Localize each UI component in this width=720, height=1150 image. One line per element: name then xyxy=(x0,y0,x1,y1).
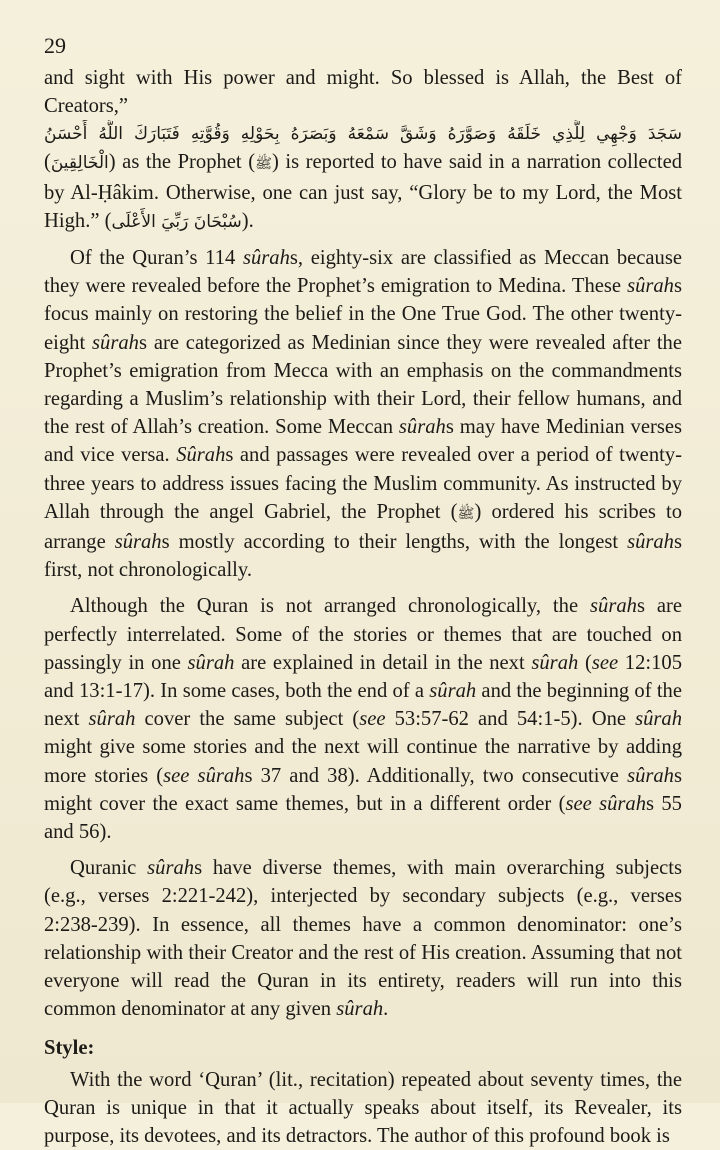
italic-term: Sûrah xyxy=(176,444,225,466)
text-run: ) ordered his scribes to arrange xyxy=(44,501,682,553)
text-run: s first, not chronologically. xyxy=(44,531,682,581)
italic-term: sûrah xyxy=(627,531,674,553)
paragraph-interrelated-surahs xyxy=(44,592,682,846)
italic-term: see sûrah xyxy=(163,765,244,787)
text-run: and sight with His power and might. So blessed is Allah, the Best of Creators,” xyxy=(44,67,682,117)
text-run: Quranic xyxy=(70,857,147,879)
text-run: Of the Quran’s 114 xyxy=(70,247,243,269)
text-run: s mostly according to their lengths, with the longest xyxy=(162,531,627,553)
text-run: cover the same subject ( xyxy=(135,708,359,730)
arabic-glory-phrase: سُبْحَانَ رَبِّيَ الأَعْلَى xyxy=(111,212,241,232)
italic-term: sûrah xyxy=(188,652,235,674)
arabic-supplication-line: سَجَدَ وَجْهِي لِلَّذِي خَلَقَهُ وَصَوَّرَهُ وَشَقَّ سَمْعَهُ وَبَصَرَهُ بِحَوْلِهِ وَقُوَّتِهِ فَتَبَارَكَ اللَّهُ أَحْسَنُ xyxy=(44,120,682,148)
salutation-glyph: ﷺ xyxy=(255,156,272,172)
text-run: s are categorized as Medinian since they were revealed after the Prophet’s emigration from Mecca with an emphasis on the commandments regarding a Muslim’s relationship with their Lord, their fellow humans, and the rest of Allah’s creation. Some Meccan xyxy=(44,332,682,439)
paragraph-narration-attribution xyxy=(44,148,682,236)
text-run: s 55 and 56). xyxy=(44,793,682,843)
italic-term: sûrah xyxy=(635,708,682,730)
salutation-glyph: ﷺ xyxy=(458,506,475,522)
text-run: might give some stories and the next will continue the narrative by adding more stories ( xyxy=(44,736,682,786)
text-run: With the word ‘Quran’ (lit., recitation) repeated about seventy times, the Quran is unique in that it actually speaks about itself, its Revealer, its purpose, its devotees, and its detractors. The author of this profound book is xyxy=(44,1069,682,1147)
text-run: ). xyxy=(242,210,254,232)
italic-term: sûrah xyxy=(590,595,637,617)
text-run: s may have Medinian verses and vice versa. xyxy=(44,416,682,466)
italic-term: see sûrah xyxy=(565,793,646,815)
italic-term: see xyxy=(359,708,385,730)
page-number: 29 xyxy=(44,30,682,62)
italic-term: sûrah xyxy=(243,247,290,269)
text-run: . xyxy=(383,998,388,1020)
text-run: s, eighty-six are classified as Meccan because they were revealed before the Prophet’s emigration to Medina. These xyxy=(44,247,682,297)
text-run: 53:57-62 and 54:1-5). One xyxy=(386,708,636,730)
italic-term: sûrah xyxy=(147,857,194,879)
section-heading-style: Style: xyxy=(44,1034,682,1062)
paragraph-style xyxy=(44,1066,682,1150)
paragraph-prostration-supplication xyxy=(44,64,682,120)
text-run: ) is reported to have said in a narration collected by Al-Ḥâkim. Otherwise, one can just say, “Glory be to my Lord, the Most High.” ( xyxy=(44,151,682,231)
text-run: ( xyxy=(578,652,592,674)
italic-term: sûrah xyxy=(531,652,578,674)
italic-term: sûrah xyxy=(627,765,674,787)
text-run: s and passages were revealed over a period of twenty-three years to address issues facing the Muslim community. As instructed by Allah through the angel Gabriel, the Prophet ( xyxy=(44,444,682,522)
paragraph-meccan-medinian xyxy=(44,244,682,584)
text-run: s 37 and 38). Additionally, two consecutive xyxy=(244,765,627,787)
text-run: are explained in detail in the next xyxy=(234,652,531,674)
text-run: Although the Quran is not arranged chronologically, the xyxy=(70,595,590,617)
text-run: ) as the Prophet ( xyxy=(109,151,255,173)
italic-term: see xyxy=(592,652,618,674)
text-run: s focus mainly on restoring the belief in the One True God. The other twenty-eight xyxy=(44,275,682,353)
text-run: and the beginning of the next xyxy=(44,680,682,730)
text-run: 12:105 and 13:1-17). In some cases, both the end of a xyxy=(44,652,682,702)
italic-term: sûrah xyxy=(92,332,139,354)
italic-term: sûrah xyxy=(336,998,383,1020)
italic-term: sûrah xyxy=(89,708,136,730)
italic-term: sûrah xyxy=(115,531,162,553)
text-run: ( xyxy=(44,151,51,173)
book-page xyxy=(44,30,682,1150)
paragraph-diverse-themes xyxy=(44,854,682,1023)
italic-term: sûrah xyxy=(399,416,446,438)
text-run: s are perfectly interrelated. Some of the stories or themes that are touched on passingly in one xyxy=(44,595,682,673)
italic-term: sûrah xyxy=(627,275,674,297)
text-run: s have diverse themes, with main overarching subjects (e.g., verses 2:221-242), interjected by secondary subjects (e.g., verses 2:238-239). In essence, all themes have a common denominator: one’s relationship with their Creator and the rest of His creation. Assuming that not everyone will read the Quran in its entirety, readers will run into this common denominator at any given xyxy=(44,857,682,1020)
arabic-creators-phrase: الْخَالِقِينَ xyxy=(51,153,109,173)
italic-term: sûrah xyxy=(429,680,476,702)
text-run: s might cover the exact same themes, but in a different order ( xyxy=(44,765,682,815)
